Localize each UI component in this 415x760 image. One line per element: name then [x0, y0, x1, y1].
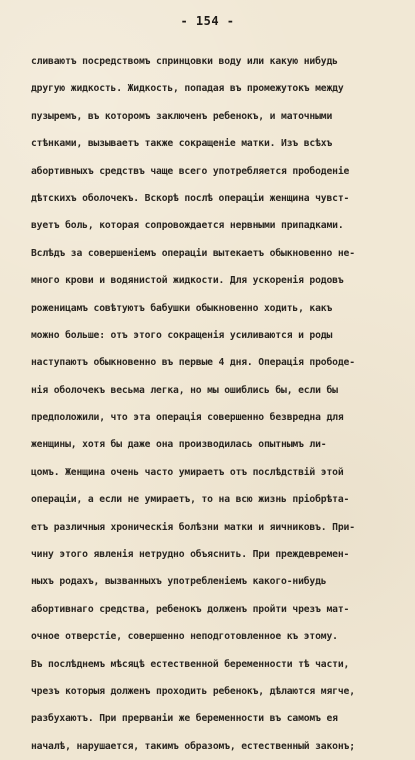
- text-line-17: операцiи, а если не умираетъ, то на всю жизнь прiобрѣта-: [31, 494, 350, 506]
- text-line-13: нiя оболочекъ весьма легка, но мы ошиблись бы, если бы: [31, 384, 338, 396]
- text-line-8: Вслѣдъ за совершенiемъ операцiи вытекаетъ обыкновенно не-: [31, 247, 355, 259]
- text-line-4: стѣнками, вызываетъ также сокращенiе матки. Изъ всѣхъ: [31, 138, 333, 150]
- text-line-10: роженицамъ совѣтуютъ бабушки обыкновенно ходить, какъ: [31, 302, 333, 314]
- text-line-24: чрезъ которыя долженъ проходить ребенокъ, дѣлаются мягче,: [31, 685, 355, 697]
- body-text: [31, 48, 401, 760]
- page-number: - 154 -: [180, 14, 235, 28]
- text-line-16: цомъ. Женщина очень часто умираетъ отъ послѣдствiй этой: [31, 466, 344, 478]
- text-line-2: другую жидкость. Жидкость, попадая въ промежутокъ между: [31, 83, 344, 95]
- text-line-21: абортивнаго средства, ребенокъ долженъ пройти чрезъ мат-: [31, 603, 350, 615]
- text-line-1: сливаютъ посредствомъ спринцовки воду или какую нибудь: [31, 56, 338, 67]
- text-line-26: началѣ, нарушается, такимъ образомъ, естественный законъ;: [31, 740, 355, 752]
- text-line-23: Въ послѣднемъ мѣсяцѣ естественной беременности тѣ части,: [31, 658, 350, 670]
- text-line-12: наступаютъ обыкновенно въ первые 4 дня. Операцiя прободе-: [31, 357, 355, 369]
- text-line-15: женщины, хотя бы даже она производилась опытнымъ ли-: [31, 439, 327, 451]
- text-line-11: можно больше: отъ этого сокращенiя усиливаются и роды: [31, 329, 333, 341]
- text-line-20: ныхъ родахъ, вызванныхъ употребленiемъ какого-нибудь: [31, 576, 327, 588]
- text-line-5: абортивныхъ средствъ чаще всего употребляется прободенiе: [31, 165, 350, 177]
- text-line-6: дѣтскихъ оболочекъ. Вскорѣ послѣ операцiи женщина чувст-: [31, 192, 350, 204]
- text-line-18: етъ различныя хроническiя болѣзни матки и яичниковъ. При-: [31, 521, 355, 533]
- text-line-25: разбухаютъ. При прерванiи же беременности въ самомъ ея: [31, 713, 338, 725]
- text-line-7: вуетъ боль, которая сопровождается нервными припадками.: [31, 220, 344, 232]
- text-line-22: очное отверстiе, совершенно неподготовленное къ этому.: [31, 631, 338, 643]
- text-line-14: предположили, что эта операцiя совершенно безвредна для: [31, 412, 344, 424]
- text-line-3: пузыремъ, въ которомъ заключенъ ребенокъ, и маточными: [31, 110, 333, 122]
- text-line-19: чину этого явленiя нетрудно объяснить. При преждевремен-: [31, 549, 350, 561]
- text-line-9: много крови и водянистой жидкости. Для ускоренiя родовъ: [31, 275, 344, 287]
